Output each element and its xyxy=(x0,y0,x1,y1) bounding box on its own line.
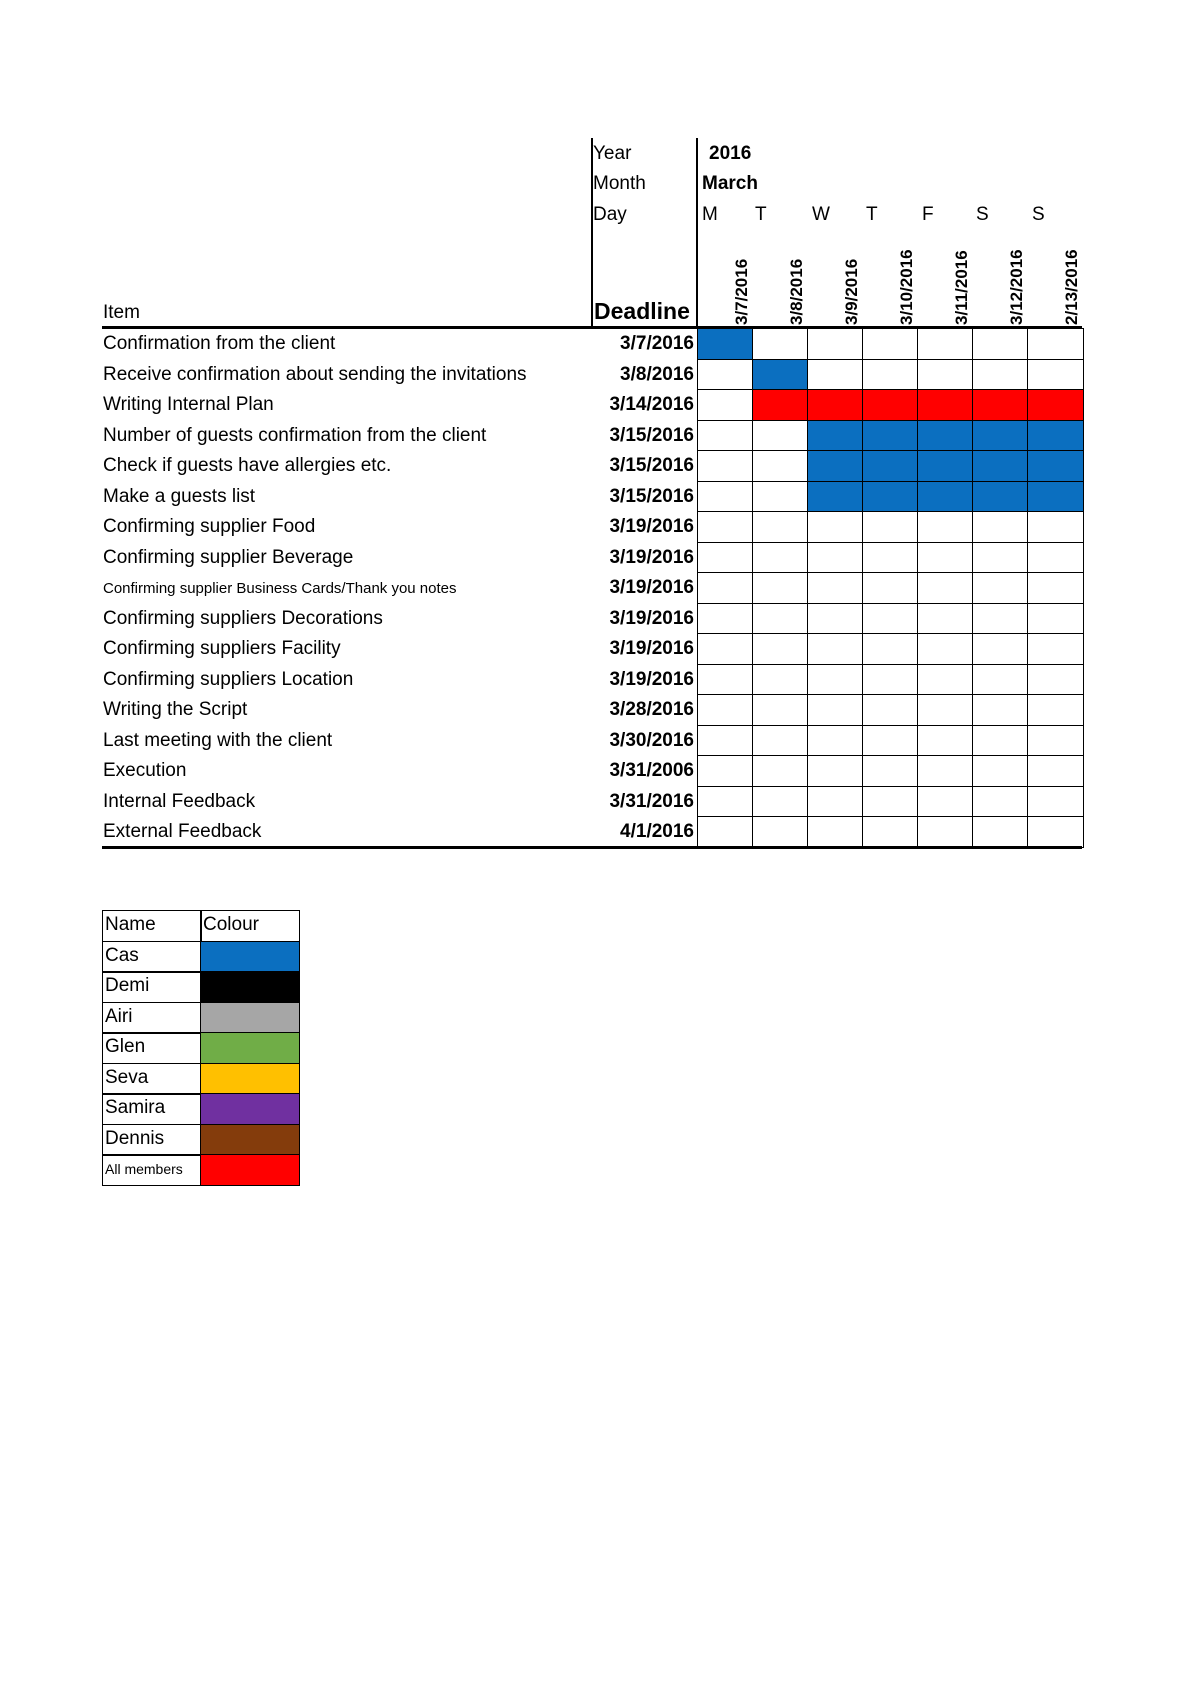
gantt-cell xyxy=(972,786,1029,818)
gantt-cell xyxy=(697,694,754,726)
legend-colour-swatch xyxy=(200,941,300,973)
gantt-cell xyxy=(917,328,974,360)
gantt-cell xyxy=(807,603,864,635)
gantt-cell xyxy=(697,359,754,391)
task-item-label: Last meeting with the client xyxy=(103,729,333,751)
task-item-label: Make a guests list xyxy=(103,485,256,507)
gantt-cell xyxy=(697,450,754,482)
task-item-label: Confirming supplier Food xyxy=(103,516,316,537)
gantt-cell xyxy=(972,664,1029,696)
task-deadline: 3/15/2016 xyxy=(609,455,694,476)
gantt-cell xyxy=(752,328,809,360)
task-item-label: Confirming supplier Beverage xyxy=(103,546,354,568)
legend-name-header: Name xyxy=(102,910,202,942)
task-item-label: Confirmation from the client xyxy=(103,333,336,354)
task-item-label: Check if guests have allergies etc. xyxy=(103,455,392,476)
gantt-cell xyxy=(917,755,974,787)
gantt-cell xyxy=(972,755,1029,787)
month-value: March xyxy=(702,173,758,194)
gantt-cell xyxy=(972,572,1029,604)
gantt-cell xyxy=(697,542,754,574)
gantt-cell xyxy=(862,725,919,757)
task-deadline: 4/1/2016 xyxy=(620,821,694,842)
date-column-header: 3/11/2016 xyxy=(952,250,971,325)
gantt-cell xyxy=(1027,450,1084,482)
task-deadline: 3/19/2016 xyxy=(609,638,694,659)
legend-member-name: Seva xyxy=(102,1063,202,1095)
legend-colour-swatch xyxy=(200,1154,300,1186)
gantt-cell xyxy=(697,755,754,787)
gantt-cell xyxy=(917,694,974,726)
gantt-cell xyxy=(917,725,974,757)
gantt-cell xyxy=(1027,359,1084,391)
task-item-label: Internal Feedback xyxy=(103,790,256,812)
gantt-cell xyxy=(917,572,974,604)
task-item-label: Writing the Script xyxy=(103,699,248,720)
legend-colour-header: Colour xyxy=(200,910,300,942)
gantt-cell xyxy=(862,755,919,787)
gantt-cell xyxy=(697,572,754,604)
gantt-cell xyxy=(862,633,919,665)
gantt-cell xyxy=(862,481,919,513)
gantt-cell xyxy=(1027,603,1084,635)
gantt-cell xyxy=(807,359,864,391)
gantt-cell xyxy=(972,694,1029,726)
gantt-cell xyxy=(862,511,919,543)
gantt-cell xyxy=(697,664,754,696)
gantt-cell xyxy=(752,420,809,452)
gantt-cell xyxy=(1027,664,1084,696)
day-label: Day xyxy=(593,204,627,225)
gantt-cell xyxy=(752,572,809,604)
gantt-cell xyxy=(1027,389,1084,421)
gantt-cell xyxy=(917,542,974,574)
gantt-cell xyxy=(752,725,809,757)
gantt-cell xyxy=(752,786,809,818)
gantt-cell xyxy=(972,725,1029,757)
task-deadline: 3/15/2016 xyxy=(609,485,694,507)
gantt-cell xyxy=(972,328,1029,360)
task-deadline: 3/19/2016 xyxy=(609,516,694,537)
gantt-cell xyxy=(1027,755,1084,787)
weekday-label: W xyxy=(812,204,830,225)
legend-colour-swatch xyxy=(200,1002,300,1034)
weekday-label: S xyxy=(1032,204,1045,225)
task-deadline: 3/31/2016 xyxy=(609,790,694,812)
gantt-cell xyxy=(972,481,1029,513)
gantt-cell xyxy=(917,816,974,848)
date-column-header: 2/13/2016 xyxy=(1062,249,1081,325)
legend-member-name: Demi xyxy=(102,971,202,1003)
date-column-header: 3/9/2016 xyxy=(842,258,861,325)
gantt-cell xyxy=(917,511,974,543)
header-divider-right xyxy=(696,138,698,328)
gantt-cell xyxy=(807,725,864,757)
gantt-cell xyxy=(1027,786,1084,818)
gantt-cell xyxy=(862,816,919,848)
date-column-header: 3/8/2016 xyxy=(787,258,806,325)
legend-colour-swatch xyxy=(200,1124,300,1156)
gantt-cell xyxy=(1027,481,1084,513)
weekday-label: S xyxy=(976,204,989,225)
gantt-cell xyxy=(917,389,974,421)
task-item-label: Confirming supplier Business Cards/Thank you notes xyxy=(103,580,457,597)
task-deadline: 3/31/2006 xyxy=(609,760,694,781)
table-bottom-border xyxy=(102,846,1082,849)
gantt-cell xyxy=(972,816,1029,848)
task-item-label: Confirming suppliers Location xyxy=(103,668,354,690)
gantt-cell xyxy=(697,786,754,818)
gantt-cell xyxy=(1027,328,1084,360)
gantt-cell xyxy=(972,389,1029,421)
gantt-cell xyxy=(807,786,864,818)
gantt-cell xyxy=(917,633,974,665)
weekday-label: F xyxy=(922,204,934,225)
gantt-cell xyxy=(752,389,809,421)
gantt-cell xyxy=(917,450,974,482)
gantt-cell xyxy=(752,755,809,787)
gantt-cell xyxy=(917,420,974,452)
gantt-cell xyxy=(862,389,919,421)
gantt-cell xyxy=(697,725,754,757)
gantt-cell xyxy=(807,542,864,574)
legend-member-name: Airi xyxy=(102,1002,202,1034)
year-value: 2016 xyxy=(709,143,752,164)
gantt-cell xyxy=(807,694,864,726)
gantt-cell xyxy=(697,420,754,452)
legend-member-name: Cas xyxy=(102,941,202,973)
gantt-cell xyxy=(752,359,809,391)
task-deadline: 3/28/2016 xyxy=(609,699,694,720)
gantt-cell xyxy=(972,420,1029,452)
gantt-cell xyxy=(862,328,919,360)
item-header: Item xyxy=(103,302,140,323)
task-item-label: Confirming suppliers Decorations xyxy=(103,607,383,629)
task-deadline: 3/30/2016 xyxy=(609,729,694,751)
gantt-cell xyxy=(752,603,809,635)
gantt-cell xyxy=(807,755,864,787)
gantt-cell xyxy=(862,603,919,635)
gantt-cell xyxy=(862,359,919,391)
gantt-cell xyxy=(697,481,754,513)
gantt-cell xyxy=(752,450,809,482)
weekday-label: M xyxy=(702,204,718,225)
gantt-cell xyxy=(1027,816,1084,848)
task-deadline: 3/7/2016 xyxy=(620,333,694,354)
gantt-cell xyxy=(752,481,809,513)
gantt-cell xyxy=(807,633,864,665)
gantt-cell xyxy=(752,694,809,726)
gantt-cell xyxy=(862,420,919,452)
gantt-cell xyxy=(917,359,974,391)
gantt-cell xyxy=(697,633,754,665)
gantt-cell xyxy=(917,603,974,635)
task-deadline: 3/19/2016 xyxy=(609,668,694,690)
gantt-cell xyxy=(862,572,919,604)
gantt-cell xyxy=(917,786,974,818)
gantt-cell xyxy=(1027,542,1084,574)
legend-colour-swatch xyxy=(200,1063,300,1095)
gantt-cell xyxy=(807,664,864,696)
gantt-cell xyxy=(972,511,1029,543)
gantt-cell xyxy=(1027,725,1084,757)
deadline-header: Deadline xyxy=(594,298,690,324)
gantt-cell xyxy=(807,389,864,421)
gantt-cell xyxy=(807,816,864,848)
gantt-cell xyxy=(807,450,864,482)
gantt-cell xyxy=(862,664,919,696)
task-item-label: Confirming suppliers Facility xyxy=(103,638,341,659)
gantt-cell xyxy=(807,511,864,543)
weekday-label: T xyxy=(866,204,878,225)
task-item-label: Receive confirmation about sending the invitations xyxy=(103,363,527,385)
gantt-cell xyxy=(862,694,919,726)
date-column-header: 3/7/2016 xyxy=(732,258,751,325)
date-column-header: 3/10/2016 xyxy=(897,249,916,325)
gantt-cell xyxy=(752,664,809,696)
gantt-cell xyxy=(1027,511,1084,543)
gantt-cell xyxy=(862,450,919,482)
gantt-cell xyxy=(972,603,1029,635)
gantt-cell xyxy=(752,633,809,665)
gantt-cell xyxy=(807,572,864,604)
legend-colour-swatch xyxy=(200,1032,300,1064)
gantt-cell xyxy=(752,816,809,848)
gantt-cell xyxy=(972,359,1029,391)
legend-member-name: Glen xyxy=(102,1032,202,1064)
gantt-cell xyxy=(1027,420,1084,452)
task-deadline: 3/19/2016 xyxy=(609,577,694,598)
gantt-cell xyxy=(807,420,864,452)
gantt-cell xyxy=(972,542,1029,574)
legend-member-name: Dennis xyxy=(102,1124,202,1156)
gantt-cell xyxy=(807,328,864,360)
gantt-cell xyxy=(917,664,974,696)
gantt-cell xyxy=(697,389,754,421)
gantt-cell xyxy=(917,481,974,513)
gantt-cell xyxy=(862,786,919,818)
date-column-header: 3/12/2016 xyxy=(1007,249,1026,325)
gantt-cell xyxy=(862,542,919,574)
gantt-cell xyxy=(972,450,1029,482)
gantt-cell xyxy=(972,633,1029,665)
task-item-label: Number of guests confirmation from the client xyxy=(103,424,487,446)
task-item-label: External Feedback xyxy=(103,821,262,842)
gantt-cell xyxy=(697,603,754,635)
gantt-cell xyxy=(1027,694,1084,726)
legend-colour-swatch xyxy=(200,971,300,1003)
task-deadline: 3/19/2016 xyxy=(609,546,694,568)
header-divider-left xyxy=(591,138,593,328)
year-label: Year xyxy=(593,143,632,164)
legend-member-name: All members xyxy=(102,1154,202,1186)
gantt-cell xyxy=(752,542,809,574)
gantt-cell xyxy=(752,511,809,543)
gantt-cell xyxy=(807,481,864,513)
gantt-cell xyxy=(697,328,754,360)
task-item-label: Writing Internal Plan xyxy=(103,394,274,415)
weekday-label: T xyxy=(755,204,767,225)
task-item-label: Execution xyxy=(103,760,187,781)
month-label: Month xyxy=(593,173,646,194)
task-deadline: 3/14/2016 xyxy=(609,394,694,415)
gantt-cell xyxy=(1027,633,1084,665)
gantt-cell xyxy=(697,511,754,543)
gantt-cell xyxy=(1027,572,1084,604)
task-deadline: 3/8/2016 xyxy=(620,363,694,385)
legend-colour-swatch xyxy=(200,1093,300,1125)
legend-member-name: Samira xyxy=(102,1093,202,1125)
task-deadline: 3/19/2016 xyxy=(609,607,694,629)
task-deadline: 3/15/2016 xyxy=(609,424,694,446)
gantt-cell xyxy=(697,816,754,848)
